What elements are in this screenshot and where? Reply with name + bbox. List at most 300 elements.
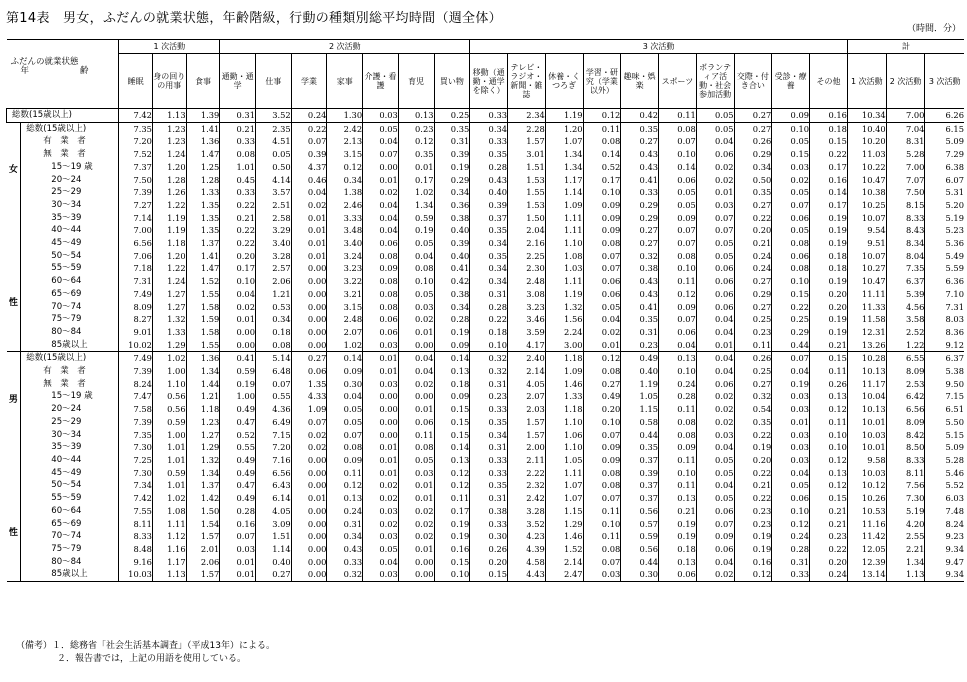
table-cell: 1.41 [186, 122, 220, 135]
table-cell: 1.50 [508, 212, 546, 225]
table-cell: 0.11 [659, 403, 697, 416]
table-cell: 1.00 [152, 429, 186, 442]
table-cell: 8.11 [119, 518, 153, 531]
table-cell: 0.09 [659, 301, 697, 314]
table-cell: 0.23 [398, 122, 434, 135]
table-cell: 1.24 [152, 148, 186, 161]
table-cell: 4.39 [508, 543, 546, 556]
table-cell: 0.10 [659, 365, 697, 378]
table-cell: 0.00 [291, 556, 327, 569]
table-cell: 0.27 [621, 135, 659, 148]
table-cell: 12.31 [847, 326, 886, 339]
side-label-female [7, 122, 21, 352]
table-cell: 1.11 [152, 518, 186, 531]
table-cell: 0.18 [810, 262, 848, 275]
row-label: 40〜44 [21, 224, 119, 237]
column-header: 2 次活動 [886, 54, 925, 109]
table-row [7, 352, 965, 365]
row-label: 20〜24 [21, 403, 119, 416]
table-cell: 0.44 [621, 556, 659, 569]
row-label: 85歳以上 [21, 339, 119, 352]
table-cell: 1.14 [256, 543, 292, 556]
table-cell: 3.40 [327, 237, 363, 250]
table-cell: 5.49 [925, 250, 964, 263]
table-cell: 0.34 [434, 301, 470, 314]
table-cell: 0.15 [810, 352, 848, 365]
column-header: 仕事 [256, 54, 292, 109]
table-cell: 1.32 [545, 301, 583, 314]
table-cell: 10.28 [847, 352, 886, 365]
table-cell: 2.46 [327, 199, 363, 212]
table-cell: 0.19 [659, 530, 697, 543]
table-cell: 7.35 [119, 122, 153, 135]
table-cell: 1.36 [186, 352, 220, 365]
table-cell: 0.08 [256, 339, 292, 352]
table-row [7, 275, 965, 288]
table-cell: 0.55 [256, 390, 292, 403]
table-cell: 0.35 [470, 224, 508, 237]
table-cell: 2.51 [256, 199, 292, 212]
table-cell: 0.01 [291, 250, 327, 263]
table-cell: 2.58 [256, 212, 292, 225]
table-cell: 0.33 [772, 568, 810, 581]
table-cell: 1.32 [186, 454, 220, 467]
table-cell: 1.46 [545, 378, 583, 391]
table-cell: 0.12 [327, 479, 363, 492]
table-cell: 2.32 [508, 479, 546, 492]
table-cell: 0.32 [470, 352, 508, 365]
table-cell: 5.38 [925, 365, 964, 378]
table-cell: 0.43 [621, 148, 659, 161]
table-cell: 0.00 [363, 429, 399, 442]
table-cell: 8.09 [886, 416, 925, 429]
table-cell: 0.02 [696, 416, 734, 429]
table-cell: 0.15 [772, 288, 810, 301]
column-header: 食事 [186, 54, 220, 109]
table-cell: 0.25 [734, 365, 772, 378]
table-cell: 0.27 [256, 568, 292, 581]
table-cell: 0.41 [621, 174, 659, 187]
table-cell: 0.09 [583, 224, 621, 237]
table-cell: 0.05 [696, 467, 734, 480]
table-cell: 0.00 [291, 568, 327, 581]
table-cell: 0.09 [583, 454, 621, 467]
table-cell: 0.07 [696, 212, 734, 225]
table-cell: 0.02 [696, 568, 734, 581]
notes [16, 640, 275, 666]
table-cell: 0.42 [621, 109, 659, 123]
table-cell: 0.35 [470, 250, 508, 263]
table-cell: 6.56 [256, 467, 292, 480]
table-cell: 0.33 [220, 135, 256, 148]
table-cell: 0.22 [734, 492, 772, 505]
table-cell: 0.17 [434, 505, 470, 518]
table-cell: 7.48 [925, 505, 964, 518]
table-cell: 0.13 [659, 352, 697, 365]
table-cell: 0.14 [327, 352, 363, 365]
table-cell: 0.12 [810, 479, 848, 492]
table-cell: 0.29 [734, 148, 772, 161]
table-cell: 2.57 [256, 262, 292, 275]
table-cell: 1.58 [186, 301, 220, 314]
table-row [7, 518, 965, 531]
corner-header [7, 40, 119, 109]
table-cell: 0.35 [621, 122, 659, 135]
row-label: 70〜74 [21, 530, 119, 543]
table-cell: 0.32 [470, 365, 508, 378]
table-row [7, 378, 965, 391]
table-cell: 8.31 [886, 135, 925, 148]
table-cell: 1.18 [186, 403, 220, 416]
table-cell: 0.19 [434, 161, 470, 174]
table-cell: 3.23 [327, 262, 363, 275]
table-cell: 0.01 [398, 403, 434, 416]
table-cell: 1.12 [152, 530, 186, 543]
table-cell: 2.04 [508, 224, 546, 237]
row-label: 65〜69 [21, 288, 119, 301]
table-cell: 0.08 [772, 262, 810, 275]
table-cell: 0.19 [810, 313, 848, 326]
table-cell: 8.50 [886, 441, 925, 454]
table-cell: 0.23 [734, 326, 772, 339]
table-cell: 0.11 [583, 505, 621, 518]
table-cell: 0.07 [583, 492, 621, 505]
table-cell: 5.19 [886, 505, 925, 518]
table-cell: 1.22 [152, 199, 186, 212]
table-cell: 0.38 [470, 505, 508, 518]
table-row [7, 135, 965, 148]
row-label: 80〜84 [21, 326, 119, 339]
table-row [7, 250, 965, 263]
group-header-tertiary: 3 次活動 [470, 40, 848, 54]
table-cell: 8.11 [886, 467, 925, 480]
table-cell: 1.20 [545, 122, 583, 135]
table-cell: 0.31 [772, 556, 810, 569]
table-cell: 0.01 [696, 339, 734, 352]
table-cell: 0.13 [434, 365, 470, 378]
table-cell: 0.12 [772, 518, 810, 531]
table-cell: 0.03 [696, 199, 734, 212]
table-row [7, 530, 965, 543]
table-cell: 0.39 [291, 148, 327, 161]
column-header: その他 [810, 54, 848, 109]
table-cell: 0.00 [291, 518, 327, 531]
table-cell: 1.57 [508, 429, 546, 442]
table-cell: 10.07 [847, 250, 886, 263]
table-cell: 11.33 [847, 301, 886, 314]
table-cell: 0.55 [220, 441, 256, 454]
table-cell: 1.05 [545, 454, 583, 467]
table-cell: 0.04 [772, 365, 810, 378]
table-cell: 0.07 [659, 313, 697, 326]
table-cell: 11.17 [847, 378, 886, 391]
table-cell: 0.08 [583, 467, 621, 480]
table-cell: 1.26 [152, 186, 186, 199]
table-cell: 1.47 [186, 148, 220, 161]
table-cell: 3.09 [256, 518, 292, 531]
table-cell: 0.15 [470, 568, 508, 581]
table-cell: 8.43 [886, 224, 925, 237]
table-cell: 0.24 [659, 378, 697, 391]
row-label: 55〜59 [21, 262, 119, 275]
table-cell: 1.29 [186, 441, 220, 454]
table-row [7, 237, 965, 250]
table-cell: 1.03 [545, 262, 583, 275]
table-cell: 12.39 [847, 556, 886, 569]
table-cell: 0.12 [810, 403, 848, 416]
table-cell: 0.00 [291, 530, 327, 543]
table-cell: 0.34 [470, 429, 508, 442]
table-cell: 4.05 [508, 378, 546, 391]
table-cell: 2.07 [508, 390, 546, 403]
group-header-total: 計 [847, 40, 964, 54]
table-cell: 0.19 [734, 530, 772, 543]
table-cell: 0.01 [398, 543, 434, 556]
table-cell: 0.35 [734, 186, 772, 199]
row-label: 65〜69 [21, 518, 119, 531]
table-cell: 0.13 [659, 492, 697, 505]
table-row [7, 339, 965, 352]
table-cell: 0.34 [327, 174, 363, 187]
table-cell: 2.01 [186, 543, 220, 556]
table-cell: 0.13 [398, 109, 434, 123]
table-cell: 0.19 [772, 378, 810, 391]
table-cell: 10.03 [847, 429, 886, 442]
table-cell: 0.11 [810, 416, 848, 429]
table-cell: 0.23 [810, 530, 848, 543]
table-row [7, 441, 965, 454]
table-cell: 6.56 [119, 237, 153, 250]
table-cell: 2.03 [508, 403, 546, 416]
column-header: 交際・付き合い [734, 54, 772, 109]
table-cell: 7.39 [119, 416, 153, 429]
table-cell: 0.17 [583, 174, 621, 187]
table-cell: 0.32 [621, 250, 659, 263]
table-cell: 0.23 [734, 505, 772, 518]
table-cell: 0.00 [398, 390, 434, 403]
table-cell: 0.00 [291, 454, 327, 467]
row-label: 総数(15歳以上) [21, 352, 119, 365]
table-cell: 0.04 [659, 339, 697, 352]
table-cell: 0.34 [327, 530, 363, 543]
table-cell: 1.01 [152, 479, 186, 492]
table-cell: 9.54 [847, 224, 886, 237]
table-cell: 0.30 [621, 568, 659, 581]
table-row [7, 390, 965, 403]
table-cell: 3.58 [886, 313, 925, 326]
table-cell: 1.18 [545, 352, 583, 365]
table-cell: 0.08 [363, 250, 399, 263]
table-cell: 1.19 [152, 224, 186, 237]
table-cell: 0.07 [291, 135, 327, 148]
table-cell: 3.22 [327, 275, 363, 288]
table-cell: 0.02 [398, 505, 434, 518]
table-cell: 0.34 [470, 122, 508, 135]
table-cell: 0.22 [734, 212, 772, 225]
table-cell: 0.03 [772, 454, 810, 467]
table-cell: 1.10 [545, 237, 583, 250]
table-cell: 0.01 [220, 556, 256, 569]
table-cell: 0.18 [810, 122, 848, 135]
table-cell: 1.27 [152, 288, 186, 301]
table-cell: 1.21 [256, 288, 292, 301]
table-cell: 0.04 [772, 467, 810, 480]
table-cell: 0.34 [434, 186, 470, 199]
table-cell: 5.39 [886, 288, 925, 301]
row-label: 総数(15歳以上) [7, 109, 119, 123]
table-cell: 0.04 [696, 352, 734, 365]
table-cell: 0.01 [398, 326, 434, 339]
table-cell: 1.58 [186, 326, 220, 339]
table-cell: 0.33 [470, 109, 508, 123]
table-cell: 1.11 [545, 212, 583, 225]
table-cell: 2.40 [508, 352, 546, 365]
table-cell: 1.28 [152, 174, 186, 187]
table-cell: 5.50 [925, 416, 964, 429]
table-cell: 0.06 [291, 365, 327, 378]
table-cell: 0.21 [220, 122, 256, 135]
table-cell: 0.01 [291, 212, 327, 225]
table-cell: 13.14 [847, 568, 886, 581]
table-cell: 0.14 [810, 186, 848, 199]
group-header-primary: 1 次活動 [119, 40, 220, 54]
column-header: 趣味・娯楽 [621, 54, 659, 109]
table-cell: 1.11 [545, 467, 583, 480]
table-cell: 0.06 [772, 250, 810, 263]
table-cell: 0.11 [398, 429, 434, 442]
table-cell: 0.33 [470, 518, 508, 531]
group-header-secondary: 2 次活動 [220, 40, 470, 54]
table-cell: 10.26 [847, 492, 886, 505]
table-cell: 0.02 [398, 530, 434, 543]
table-cell: 1.56 [545, 313, 583, 326]
row-label: 20〜24 [21, 174, 119, 187]
table-cell: 9.16 [119, 556, 153, 569]
table-cell: 3.59 [508, 326, 546, 339]
table-cell: 0.31 [327, 518, 363, 531]
row-label: 50〜54 [21, 479, 119, 492]
table-cell: 5.46 [925, 467, 964, 480]
table-cell: 0.04 [363, 199, 399, 212]
table-cell: 1.57 [508, 416, 546, 429]
table-cell: 1.02 [398, 186, 434, 199]
table-cell: 2.11 [508, 454, 546, 467]
column-header: 家事 [327, 54, 363, 109]
table-cell: 7.42 [119, 109, 153, 123]
table-cell: 0.05 [772, 186, 810, 199]
table-cell: 0.40 [470, 186, 508, 199]
table-cell: 1.18 [152, 237, 186, 250]
table-cell: 0.27 [291, 352, 327, 365]
table-cell: 4.14 [256, 174, 292, 187]
table-row [7, 505, 965, 518]
table-cell: 7.10 [925, 288, 964, 301]
column-header: 休養・くつろぎ [545, 54, 583, 109]
table-cell: 0.06 [363, 326, 399, 339]
table-cell: 0.31 [470, 441, 508, 454]
row-label: 15〜19 歳 [21, 390, 119, 403]
table-row [7, 568, 965, 581]
table-cell: 1.07 [545, 479, 583, 492]
row-label: 55〜59 [21, 492, 119, 505]
table-cell: 0.10 [810, 441, 848, 454]
table-cell: 0.12 [583, 109, 621, 123]
table-cell: 0.03 [772, 441, 810, 454]
table-cell: 0.52 [220, 429, 256, 442]
table-cell: 1.00 [152, 365, 186, 378]
table-cell: 0.06 [363, 313, 399, 326]
table-cell: 0.08 [583, 365, 621, 378]
table-cell: 1.15 [621, 403, 659, 416]
table-cell: 1.19 [545, 288, 583, 301]
table-cell: 10.25 [847, 199, 886, 212]
table-cell: 0.59 [621, 530, 659, 543]
table-cell: 0.18 [810, 250, 848, 263]
table-cell: 3.28 [508, 505, 546, 518]
table-cell: 0.13 [810, 467, 848, 480]
table-cell: 1.42 [186, 492, 220, 505]
table-cell: 0.02 [583, 326, 621, 339]
table-cell: 0.05 [696, 492, 734, 505]
table-row [7, 186, 965, 199]
table-cell: 0.46 [291, 174, 327, 187]
table-cell: 7.52 [119, 148, 153, 161]
column-header: 3 次活動 [925, 54, 964, 109]
table-cell: 2.55 [886, 530, 925, 543]
table-cell: 8.48 [119, 543, 153, 556]
table-cell: 1.09 [545, 199, 583, 212]
table-cell: 1.01 [152, 441, 186, 454]
table-cell: 0.09 [696, 530, 734, 543]
table-cell: 7.31 [119, 275, 153, 288]
table-cell: 3.01 [508, 148, 546, 161]
table-cell: 0.27 [734, 122, 772, 135]
table-cell: 0.25 [734, 313, 772, 326]
table-cell: 8.15 [886, 199, 925, 212]
table-cell: 0.04 [696, 313, 734, 326]
table-cell: 5.09 [925, 441, 964, 454]
column-header: 通勤・通学 [220, 54, 256, 109]
table-cell: 0.58 [621, 416, 659, 429]
table-cell: 8.04 [886, 250, 925, 263]
table-cell: 0.22 [772, 301, 810, 314]
table-cell: 0.20 [810, 556, 848, 569]
table-cell: 0.06 [696, 378, 734, 391]
table-cell: 0.39 [470, 199, 508, 212]
table-cell: 0.10 [398, 275, 434, 288]
table-cell: 0.27 [583, 378, 621, 391]
table-cell: 0.56 [621, 505, 659, 518]
table-cell: 0.28 [659, 390, 697, 403]
table-cell: 0.20 [734, 454, 772, 467]
table-cell: 7.35 [886, 262, 925, 275]
table-cell: 5.23 [925, 224, 964, 237]
table-cell: 0.10 [583, 186, 621, 199]
table-cell: 0.00 [291, 479, 327, 492]
table-cell: 7.55 [119, 505, 153, 518]
row-label: 25〜29 [21, 416, 119, 429]
table-cell: 0.15 [434, 416, 470, 429]
table-cell: 1.09 [545, 365, 583, 378]
table-cell: 0.08 [659, 416, 697, 429]
table-cell: 1.29 [152, 339, 186, 352]
table-cell: 0.01 [363, 467, 399, 480]
table-cell: 0.10 [583, 518, 621, 531]
table-cell: 10.38 [847, 186, 886, 199]
table-cell: 3.52 [256, 109, 292, 123]
table-cell: 0.06 [696, 301, 734, 314]
table-cell: 0.05 [327, 403, 363, 416]
